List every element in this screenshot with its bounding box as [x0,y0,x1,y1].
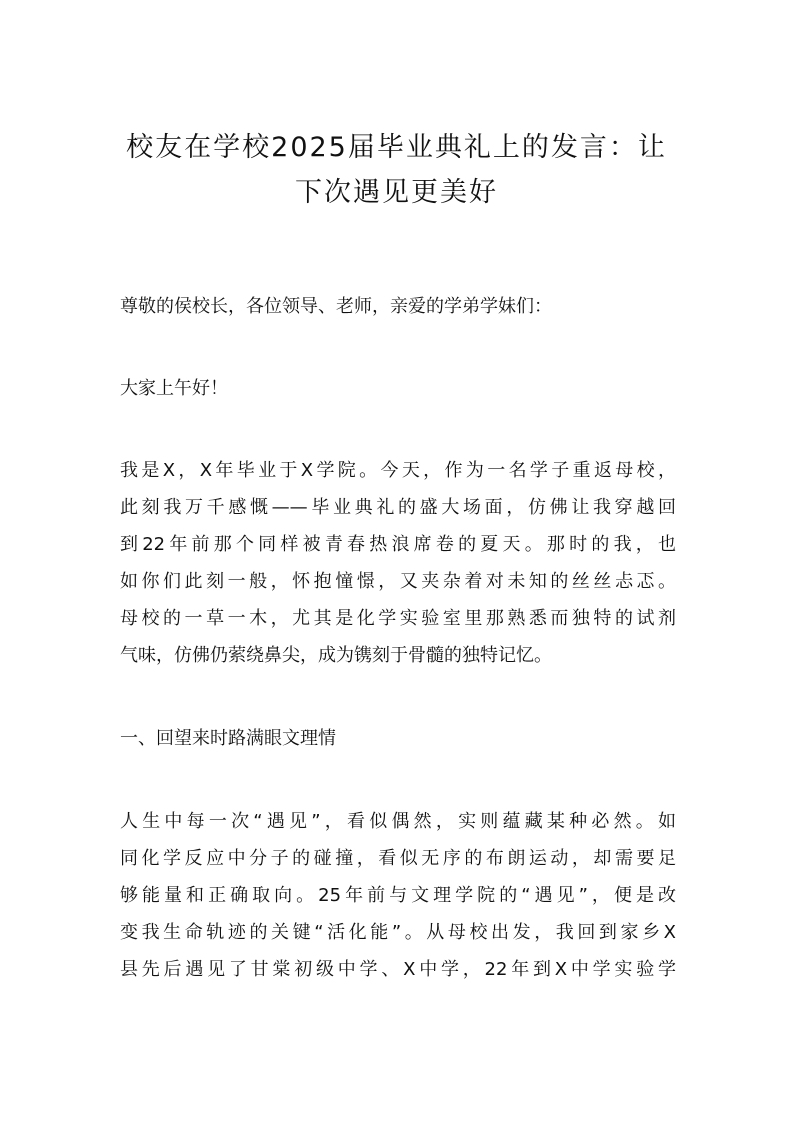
paragraph-line: 县先后遇见了甘棠初级中学、X中学，22年到X中学实验学 [120,959,676,980]
paragraph-line: 如你们此刻一般，怀抱憧憬，又夹杂着对未知的丝丝忐忑。 [120,571,676,592]
section-heading: 一、回望来时路满眼文理情 [120,728,336,749]
paragraph-line: 此刻我万千感慨——毕业典礼的盛大场面，仿佛让我穿越回 [120,497,676,518]
paragraph-line: 我是X，X年毕业于X学院。今天，作为一名学子重返母校， [120,460,676,481]
paragraph-line: 母校的一草一木，尤其是化学实验室里那熟悉而独特的试剂 [120,608,676,629]
paragraph-line: 变我生命轨迹的关键“活化能”。从母校出发，我回到家乡X [120,922,676,943]
document-title-line-2: 下次遇见更美好 [295,177,498,208]
paragraph-line: 气味，仿佛仍萦绕鼻尖，成为镌刻于骨髓的独特记忆。 [120,645,552,666]
paragraph-line: 够能量和正确取向。25年前与文理学院的“遇见”，便是改 [120,885,676,906]
paragraph-line: 到22年前那个同样被青春热浪席卷的夏天。那时的我，也 [120,534,676,555]
paragraph-line: 人生中每一次“遇见”，看似偶然，实则蕴藏某种必然。如 [120,811,676,832]
paragraph-line: 同化学反应中分子的碰撞，看似无序的布朗运动，却需要足 [120,848,676,869]
salutation: 尊敬的侯校长，各位领导、老师，亲爱的学弟学妹们： [120,296,552,317]
document-title-line-1: 校友在学校2025届毕业典礼上的发言：让 [126,132,667,163]
greeting: 大家上午好！ [120,378,228,399]
